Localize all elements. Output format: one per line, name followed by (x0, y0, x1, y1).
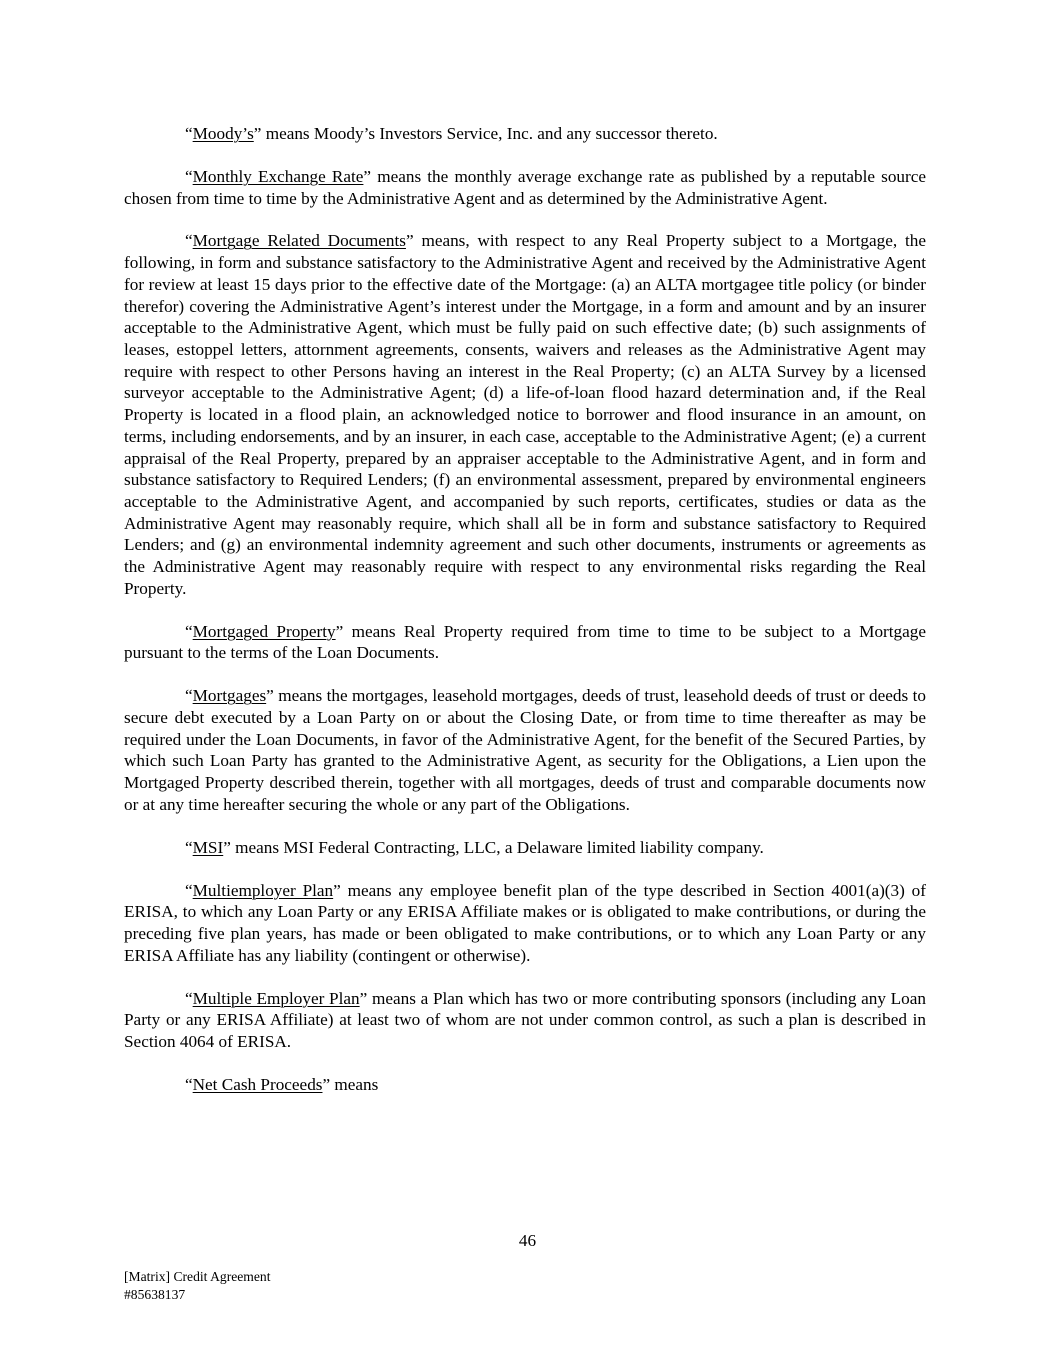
quote-close: ” (363, 166, 372, 186)
quote-close: ” (335, 621, 344, 641)
definition-text: means any employee benefit plan of the type described in Section 4001(a)(3) of ERISA, to which any Loan Party or any ERISA Affiliate makes or is obligated to make contributions, or during the preceding five plan years, has made or been obligated to make contributions, or to which any Loan Party or any ERISA Affiliate has any liability (contingent or otherwise). (124, 880, 927, 965)
definition-text: means (330, 1074, 379, 1094)
quote-open: “ (185, 621, 193, 641)
quote-close: ” (405, 231, 414, 251)
quote-close: ” (266, 686, 274, 706)
definition-paragraph (124, 166, 926, 209)
quote-open: “ (185, 124, 193, 143)
definition-text: means a Plan which has two or more contributing sponsors (including any Loan Party or any ERISA Affiliate) at least two of whom are not under common control, as such a plan is described in Section 4064 of ERISA. (124, 988, 926, 1051)
defined-term: Mortgages (192, 686, 267, 706)
definition-text: means Real Property required from time to time to be subject to a Mortgage pursuant to the terms of the Loan Documents. (124, 621, 927, 663)
definition-paragraph (124, 230, 926, 599)
quote-close: ” (223, 837, 231, 857)
quote-close: ” (322, 1074, 331, 1094)
quote-close: ” (253, 124, 262, 143)
quote-open: “ (185, 988, 193, 1008)
footer-document-id: #85638137 (124, 1287, 186, 1302)
definition-paragraph (124, 621, 926, 664)
defined-term: Moody’s (192, 124, 254, 143)
definition-text: means Moody’s Investors Service, Inc. and any successor thereto. (261, 124, 718, 143)
definition-text: means the monthly average exchange rate as published by a reputable source chosen from time to time by the Administrative Agent and as determined by the Administrative Agent. (124, 166, 926, 208)
document-footer (124, 1268, 270, 1304)
definition-paragraph (124, 685, 926, 815)
quote-open: “ (185, 880, 193, 900)
quote-open: “ (185, 166, 193, 186)
defined-term: Net Cash Proceeds (192, 1074, 323, 1094)
definition-text: means MSI Federal Contracting, LLC, a Delaware limited liability company. (230, 837, 764, 857)
page-number: 46 (518, 1231, 537, 1250)
quote-open: “ (185, 686, 193, 706)
definition-paragraph (124, 837, 926, 859)
quote-open: “ (185, 837, 193, 857)
defined-term: Multiple Employer Plan (192, 988, 360, 1008)
defined-term: Monthly Exchange Rate (192, 166, 364, 186)
definitions-list (124, 123, 926, 1117)
quote-close: ” (333, 880, 341, 900)
definition-paragraph (124, 988, 926, 1053)
quote-open: “ (185, 231, 193, 251)
defined-term: Mortgaged Property (192, 621, 336, 641)
defined-term: MSI (192, 837, 224, 857)
definition-text: means, with respect to any Real Property subject to a Mortgage, the following, in form and substance satisfactory to the Administrative Agent and received by the Administrative Agent for review at least 15 days prior to the effective date of the Mortgage: (a) an ALTA mortgagee title policy (or binder therefor) covering the Administrative Agent’s interest under the Mortgage, in a form and amount and by an insurer acceptable to the Administrative Agent, which must be fully paid on such effective date; (b) such assignments of leases, estoppel letters, attornment agreements, consents, waivers and releases as the Administrative Agent may require with respect to other Persons having an interest in the Real Property; (c) an ALTA Survey by a licensed surveyor acceptable to the Administrative Agent; (d) a life-of-loan flood hazard determination and, if the Real Property is located in a flood plain, an acknowledged notice to borrower and flood insurance in an amount, on terms, including endorsements, and by an insurer, in each case, acceptable to the Administrative Agent; (e) a current appraisal of the Real Property, prepared by an appraiser acceptable to the Administrative Agent, and in form and substance satisfactory to Required Lenders; (f) an environmental assessment, prepared by environmental engineers acceptable to the Administrative Agent, and accompanied by such reports, certificates, studies or data as the Administrative Agent may reasonably require, which shall all be in form and substance satisfactory to Required Lenders; and (g) an environmental indemnity agreement and such other documents, instruments or agreements as the Administrative Agent may reasonably require with respect to any environmental risks regarding the Real Property. (124, 231, 926, 598)
quote-open: “ (185, 1074, 193, 1094)
definition-text: means the mortgages, leasehold mortgages, deeds of trust, leasehold deeds of trust or deeds to secure debt executed by a Loan Party on or about the Closing Date, or from time to time thereafter as may be required under the Loan Documents, in favor of the Administrative Agent, for the benefit of the Secured Parties, by which such Loan Party has granted to the Administrative Agent, as security for the Obligations, a Lien upon the Mortgaged Property described therein, together with all mortgages, deeds of trust and comparable documents now or at any time hereafter securing the whole or any part of the Obligations. (124, 686, 926, 814)
definition-paragraph (124, 880, 926, 967)
defined-term: Mortgage Related Documents (192, 231, 406, 251)
quote-close: ” (359, 988, 368, 1008)
definition-paragraph (124, 123, 926, 145)
footer-document-title: [Matrix] Credit Agreement (124, 1269, 271, 1284)
definition-paragraph (124, 1074, 926, 1096)
defined-term: Multiemployer Plan (192, 880, 334, 900)
